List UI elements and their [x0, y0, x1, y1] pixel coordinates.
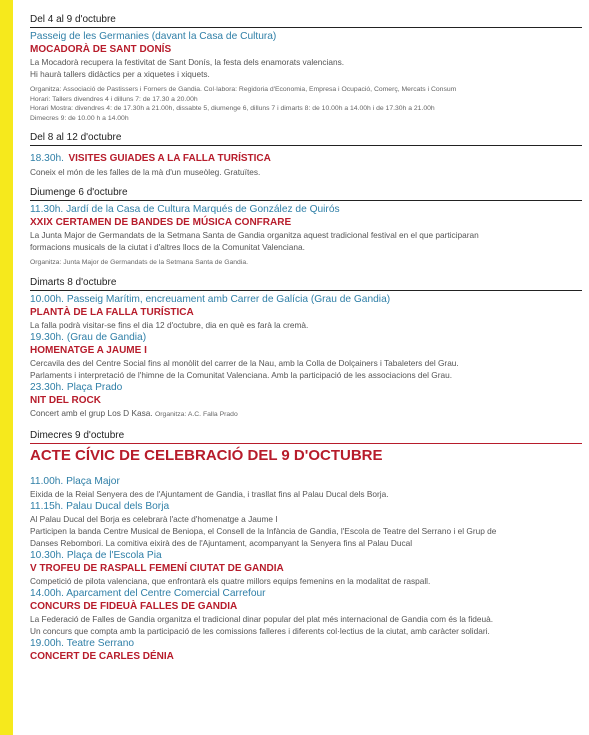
event-dimecres — [30, 430, 582, 663]
event-place: 23.30h. Plaça Prado — [30, 381, 123, 393]
event-title: NIT DEL ROCK — [30, 394, 101, 406]
event-place: 11.00h. Plaça Major — [30, 475, 120, 487]
event-place: 10.30h. Plaça de l'Escola Pia — [30, 549, 162, 561]
event-description: Coneix el món de les falles de la mà d'un museòleg. Gratuïtes. — [30, 167, 261, 177]
event-description: Cercavila des del Centre Social fins al monòlit del carrer de la Nau, amb la Colla de Dolçainers i Tabaleters del Grau. — [30, 357, 459, 368]
event-place: 11.15h. Palau Ducal dels Borja — [30, 500, 170, 512]
yellow-side-bar — [0, 0, 13, 735]
event-description — [30, 407, 582, 421]
event-title: VISITES GUIADES A LA FALLA TURÍSTICA — [68, 153, 271, 164]
agenda — [30, 14, 582, 672]
event-date: Diumenge 6 d'octubre — [30, 187, 582, 201]
event-schedule: Horari Mostra: divendres 4: de 17.30h a 21.00h, dissabte 5, diumenge 6, dilluns 7 i dimarts 8: de 10.00h a 14.00h i de 17.30h a 21.00h — [30, 105, 435, 112]
event-place: 14.00h. Aparcament del Centre Comercial Carrefour — [30, 587, 266, 599]
event-description: formacions musicals de la ciutat i d'altres llocs de la Comunitat Valenciana. — [30, 242, 305, 252]
event-description: La Federació de Falles de Gandia organitza el tradicional dinar popular del plat més internacional de Gandia com és la fideuà. — [30, 613, 494, 624]
event-visites — [30, 132, 582, 178]
event-organizer: Organitza: Junta Major de Germandats de la Setmana Santa de Gandia. — [30, 259, 249, 266]
event-description: Competició de pilota valenciana, que enfrontarà els quatre millors equips femenins en la modalitat de raspall. — [30, 575, 431, 586]
event-title: HOMENATGE A JAUME I — [30, 344, 147, 356]
event-description: La falla podrà visitar-se fins el dia 12 d'octubre, dia en què es farà la cremà. — [30, 319, 309, 330]
event-headline: ACTE CÍVIC DE CELEBRACIÓ DEL 9 D'OCTUBRE — [30, 446, 383, 464]
event-description: Eixida de la Reial Senyera des de l'Ajuntament de Gandia, i trasllat fins al Palau Ducal dels Borja. — [30, 488, 389, 499]
event-schedule: Horari: Tallers divendres 4 i dilluns 7: de 17.30 a 20.00h — [30, 95, 198, 103]
event-place: 19.00h. Teatre Serrano — [30, 637, 135, 649]
event-description: Hi haurà tallers didàctics per a xiquetes i xiquets. — [30, 69, 210, 79]
event-description: Parlaments i interpretació de l'himne de la Comunitat Valenciana. Amb la participació de les associacions del Grau. — [30, 369, 453, 380]
event-place: 10.00h. Passeig Marítim, encreuament amb Carrer de Galícia (Grau de Gandia) — [30, 293, 391, 305]
event-date: Dimarts 8 d'octubre — [30, 277, 582, 291]
event-description: La Mocadorà recupera la festivitat de Sant Donís, la festa dels enamorats valencians. — [30, 57, 345, 67]
event-place: 19.30h. (Grau de Gandia) — [30, 331, 147, 343]
event-title: CONCERT DE CARLES DÉNIA — [30, 650, 174, 662]
event-date: Dimecres 9 d'octubre — [30, 430, 582, 444]
event-description: Danses Rebombori. La comitiva eixirà des de l'Ajuntament, acompanyant la Senyera fins al Palau Ducal — [30, 537, 413, 548]
event-description: La Junta Major de Germandats de la Setmana Santa de Gandia organitza aquest tradicional festival en el que participaran — [30, 230, 479, 240]
event-schedule: Dimecres 9: de 10.00 h a 14.00h — [30, 114, 129, 122]
event-mocadora — [30, 14, 582, 123]
event-certamen — [30, 187, 582, 268]
event-organizer: Organitza: A.C. Falla Prado — [154, 410, 238, 418]
event-title: XXIX CERTAMEN DE BANDES DE MÚSICA CONFRARE — [30, 217, 292, 228]
event-time: 18.30h. — [30, 153, 64, 164]
event-description: Un concurs que compta amb la participació de les comissions falleres i diferents col·lectius de la ciutat, amb caràcter solidari. — [30, 625, 490, 636]
event-title: CONCURS DE FIDEUÀ FALLES DE GANDIA — [30, 600, 238, 612]
event-title: V TROFEU DE RASPALL FEMENÍ CIUTAT DE GANDIA — [30, 562, 284, 574]
event-title: MOCADORÀ DE SANT DONÍS — [30, 44, 172, 55]
event-date: Del 8 al 12 d'octubre — [30, 132, 582, 146]
event-date: Del 4 al 9 d'octubre — [30, 14, 582, 28]
event-description: Al Palau Ducal del Borja es celebrarà l'acte d'homenatge a Jaume I — [30, 513, 278, 524]
event-organizer: Organitza: Associació de Pastissers i Forners de Gandia. Col·labora: Regidoria d'Economia, Empresa i Ocupació, Comerç, Mercats i Consum — [30, 86, 457, 93]
event-dimarts — [30, 277, 582, 421]
event-place: 11.30h. Jardí de la Casa de Cultura Marqués de González de Quirós — [30, 204, 340, 215]
event-title: PLANTÀ DE LA FALLA TURÍSTICA — [30, 306, 194, 318]
event-description: Participen la banda Centre Musical de Beniopa, el Consell de la Infància de Gandia, l'Escola de Teatre del Serrano i el Grup de — [30, 525, 497, 536]
event-place: Passeig de les Germanies (davant la Casa de Cultura) — [30, 31, 277, 42]
event-description-text: Concert amb el grup Los D Kasa. — [30, 407, 153, 418]
